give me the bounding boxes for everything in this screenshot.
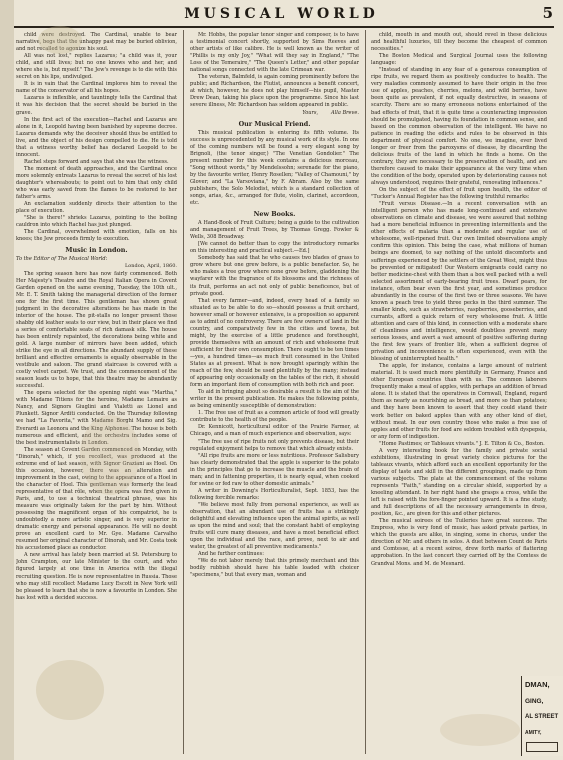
paragraph: 1. The free use of fruit as a common article of food will greatly contribute to the health of the people. <box>190 410 359 424</box>
paragraph: A Hand-Book of Fruit Culture; being a guide to the cultivation and management of Fruit Trees, by Thomas Gregg. Fowler & Wells, 308 Broadway. <box>190 220 359 241</box>
paragraph: All was not lost," replies Lazarus; "a child was it, your child, and still lives; but no one knows who and her, and where she is, but myself." The Jew's revenge is to die with this secret on his lips, undivulged. <box>16 53 177 81</box>
paragraph: The apple, for instance, contains a large amount of nutrient material. It is used much more plentifully in Germany, France and other European countries than with us. The common laborers frequently make a meal of apples, with perhaps an addition of bread alone. It is stated that the operatives in Cornwall, England, regard them as nearly as nourishing as bread, and more so than potatoes; and they have been known to assert that they could stand their work better on baked apples than with any other kind of diet, without meat. In our own country those who make a free use of apples and other fruits for food are seldom troubled with dyspepsia, or any form of indigestion. <box>371 363 547 440</box>
advertisement-fragment <box>521 676 563 756</box>
paragraph: Somebody has said that he who causes two blades of grass to grow where but one grew before, is a public benefactor. So, he who makes a tree grow where none grew before, gladdening the wayfarer with the fragrance of its blossoms and the richness of its fruit, performs an act not only of public beneficence, but of private good. <box>190 255 359 297</box>
byline: To the Editor of The Musical World: <box>16 256 108 263</box>
paragraph: The season at Covent Garden commenced on Monday, with "Dinorah," which, if you recollect, was produced at the extreme end of last season, with Signor Graziani as Hoel. On this occasion, however, there was an alteration and improvement in the cast, owing to the appearance of a Hoel in the character of Hoel. This gentleman was formerly the lead representative of that rôle, when the opera was first given in Paris, and, to use a technical theatrical phrase, was his measure was originally taken for the part by him. Without possessing the magnificent organ of his compatriot, he is undoubtedly a more artistic singer, and is very superior in dramatic energy and personal appearance. He will no doubt prove an excellent card to Mr. Gye. Madame Carvalho resumed her original character of Dinorah, and Mr. Costa took his accustomed place as conductor. <box>16 446 177 552</box>
paragraph: The spring season here has now fairly commenced. Both Her Majesty's Theatre and the Royal Italian Opera in Covent Garden opened on the same evening, Tuesday, the 10th ult., Mr. E. T. Smith taking the managerial direction of the former one for the first time. This gentleman has shown great judgment in the decorative alterations he has made in the interior of the house. The pit-stalls no longer present those shabby old leather seats to our view, but in their place we find a series of comfortable seats of rich damask silk. The house has been entirely repainted, the decorations being white and gold. A large number of mirrors have been added, which strike the eye in all directions. The abundant supply of these brilliant and effective ornaments is equally observable in the vestibule and saloon. The grand staircase is covered with a costly velvet carpet. We trust, and the commencement of the season leads us to hope, that this theatre may be abundantly successful. <box>16 270 177 390</box>
ad-line: DMAN, <box>525 680 550 689</box>
signature <box>190 110 359 117</box>
paragraph: Dr. Kennicott, horticultural editor of the Prairie Farmer, at Chicago, and a man of much experience and observation, says: <box>190 424 359 438</box>
left-edge-shadow <box>0 0 14 760</box>
ad-line: AMITY, <box>525 730 542 736</box>
paragraph: The Boston Medical and Surgical Journal uses the following language: <box>371 53 547 67</box>
paragraph: "She is there!" shrieks Lazarus, pointing to the boiling cauldron into which Rachel has just plunged. <box>16 215 177 229</box>
paragraph: child, mouth in and mouth out, should revel in these delicious and healthful luxuries, till they become the cheapest of common necessities." <box>371 32 547 53</box>
paragraph: Mr. Hobbs, the popular tenor singer and composer, is to have a testimonial concert shortly, supported by Sims Reeves and other artists of like calibre. He is well known as the writer of "Phillis is my only Joy," "What will they say in England," "The Loss of the Temeraire," "The Queen's Letter," and other popular national songs connected with the late Crimean war. <box>190 32 359 74</box>
paragraph: To aid in bringing about so desirable a result is the aim of the writer in the present publication. He makes the following points, as being eminently susceptible of demonstration: <box>190 389 359 410</box>
page-number: 5 <box>542 4 553 22</box>
paragraph: An exclamation suddenly directs their attention to the place of execution. <box>16 201 177 215</box>
paragraph: A writer in Downing's Horticulturalist, Sept. 1853, has the following forcible remarks: <box>190 487 359 501</box>
paragraph: The moment of death approaches, and the Cardinal once more solemnly entreats Lazarus to reveal the secret of his lost daughter's whereabouts; to point out to him that only child who was early saved from the flames to be restored to her father's arms. <box>16 165 177 201</box>
ad-line: AL STREET <box>525 714 559 720</box>
signature-salutation: Yours, <box>302 109 319 116</box>
paragraph: It is in vain that the Cardinal implores him to reveal the name of the conservator of all his hopes. <box>16 81 177 95</box>
column-divider-right <box>365 30 366 754</box>
dateline: London, April, 1860. <box>124 263 177 270</box>
paragraph: A new arrival has lately been married at St. Petersburg to John Crampton, our late Minister to the court, and who figured largely at one time in America with the illegal recruiting question. He is now representative in Russia. Those who may still recollect Madame Lucy Escott in New York will be pleased to learn that she is now a favourite in London. She has lost with a decided success. <box>16 552 177 601</box>
paragraph: That every farmer—and, indeed, every head of a family so situated as to be able to do so—should possess a fruit orchard, however small or however extensive, is a proposition so apparent as to admit of no controversy. There are few owners of land in the country, and comparatively few in the cities and towns, but might, by the exercise of a little prudence and forethought, provide themselves with an amount of rich and wholesome fruit sufficient for their own consumption. There ought to be ten times—yes, a hundred times—as much fruit consumed in the United States as at present. What is now brought sparingly within the reach of the few, should be used plentifully by the many; instead of appearing only occasionally on the tables of the rich, it should form an important item of consumption with both rich and poor. <box>190 297 359 389</box>
publication-title: MUSICAL WORLD <box>184 6 379 22</box>
column-1 <box>16 32 177 754</box>
paragraph: "Instead of standing in any fear of a generous consumption of ripe fruits, we regard them as positively conducive to health. The very maladies commonly assumed to have their origin in the free use of apples, peaches, cherries, melons, and wild berries, have been quite as prevalent, if not equally destructive, in seasons of scarcity. There are so many erroneous notions entertained of the bad effects of fruit, that it is quite time a counteracting impression should be promulgated, having its foundation in common sense, and based on the common observation of the intelligent. We have no patience in reading the edicts and rules to be observed in this department of physical comfort. No one, we imagine, ever lived longer or freer from the paroxysms of disease, by discarding the delicious fruits of the land in which he finds a home. On the contrary, they are necessary to the preservation of health, and are therefore caused to make their appearance at the very time when the condition of the body, operated upon by deteriorating causes not always understood, requires their grateful, renovating influences." <box>371 67 547 186</box>
paragraph: [We cannot do better than to copy the introductory remarks on this interesting and practical subject.—Ed.] <box>190 241 359 255</box>
column-2 <box>190 32 359 754</box>
paragraph: On the subject of the effect of fruit upon health, the editor of "Tucker's Annual Register has the following truthful remarks: <box>371 187 547 201</box>
paragraph: child were destroyed. The Cardinal, unable to bear narrative, begs that the unhappy past may be buried oblivion, and not recalled to agonize his soul. <box>16 32 177 53</box>
paragraph: Lazarus is inflexible, and tauntingly tells the Cardinal that it was his decision that the secret should be buried in the grave. <box>16 95 177 116</box>
paragraph: The Cardinal, overwhelmed with emotion, falls on his knees; the Jew proceeds firmly to execution. <box>16 229 177 243</box>
paragraph: "We believe most fully from personal experience, as well as observation, that an abundant use of fruits has a strikingly delightful and elevating influence upon the animal spirits, as well as upon the mind and soul; that the constant habit of employing fruits will cure many diseases, and have a most beneficial effect upon the individual and the race, and prove, next to air and water, the greatest of all preventive medicaments." <box>190 501 359 551</box>
paragraph: The veteran, Balmfeld, is again coming prominently before the public; and Richardson, the Flutist, announces a benefit concert, at which, however, he does not play himself—his pupil, Master Drew Dean, taking his place upon the programme. Since his last severe illness, Mr. Richardson has seldom appeared in public. <box>190 74 359 109</box>
masthead <box>0 4 563 26</box>
ad-frame <box>526 742 558 752</box>
column-divider-left <box>183 30 184 754</box>
article-heading-music-in-london: Music in London. <box>65 246 128 255</box>
paragraph: Rachel steps forward and says that she was the witness. <box>24 158 169 165</box>
column-3 <box>371 32 547 754</box>
paragraph: And he further continues: <box>198 551 264 558</box>
paragraph: "Fruit versus Disease.—In a recent conversation with an intelligent person who has made long-continued and extensive observations on climate and disease, we were assured that nothing had a more beneficial influence in preventing intermittents and the other effects of malaria than a moderate and regular use of wholesome, well-ripened fruit. Our own limited observations amply confirm this opinion. This being the case, what millions of human beings are doomed, to say nothing of the untold discomforts and sufferings experienced by the settlers of the Great West, might thus be prevented or mitigated! Our Western emigrants could carry no better medicine-chest with them than a box well packed with a well selected assortment of early-bearing fruit trees. Dwarf pears, for instance, often bear even the first year, and sometimes produce abundantly in the course of the first two or three seasons. We have known a peach tree to yield three pecks in the third summer. The smaller kinds, such as strawberries, raspberries, gooseberries, and currants, afford a quick return of very wholesome fruit. A little attention and care of this kind, in connection with a moderate share of cleanliness and intelligence, would doubtless prevent many serious losses, and avert a vast amount of positive suffering during the first few years of frontier life, when a sufficient degree of privation and inconvenience is often experienced, even with the blessing of uninterrupted health." <box>371 201 547 363</box>
article-heading-our-musical-friend: Our Musical Friend. <box>238 119 311 128</box>
paragraph: "We do not labor merely that this primely merchant and this bodily rubbish should have his table loaded with choicer "specimens," but that every man, woman and <box>190 558 359 579</box>
paragraph: A very interesting book for the family and private social exhibitions, illustrating in great variety choice pictures for the tableaux vivants, which afford such an excellent opportunity for the display of taste and skill in the different groupings, made up from various subjects. The plate at the commencement of the volume represents "Faith," standing on a circular shield, supported by a kneeling attendant. In her right hand she grasps a cross, while the left is raised with the fore-finger pointed upward. It is a fine study, and full descriptions of all the necessary arrangements in dress, position, &c., are given for this and other pictures. <box>371 447 547 518</box>
signature-name: Alla Breve. <box>330 109 359 116</box>
paragraph: The musical soirees of the Tuileries have great success. The Empress, who is very fond of music, has asked private parties, in which the guests are alike, in singing, some in chorus, under the direction of Mr. and others in solos. A duet between Count de Paris and Comtesse, at a recent soiree, drew forth marks of flattering approbation. In the last concert they carried off by the Comtess de Grandval Mons. and M. de Mesnard. <box>371 518 547 567</box>
ad-line: GING, <box>525 698 544 705</box>
paragraph: "Home Pastimes; or Tableaux vivants." J. E. Tilton & Co., Boston. <box>379 440 545 447</box>
paragraph: "The free use of ripe fruits not only prevents disease, but their regulated enjoyment helps to remove that which already exists. <box>190 438 359 452</box>
paragraph: This musical publication is entering its fifth volume. Its success is unprecedented by any musical work of its style. In one of the coming numbers will be found a very elegant song by Brignoli, (the tenor singer,) "The Venetian Gondolier." The present number for this week contains a delicious morceau, "Song without words," by Mendelssohn; serenade for the piano, by the favourite writer, Henry Rosellen; "Valley of Chamouni," by Glover; and "La Varsoviana," by F. Abram. Also by the same publishers, the Solo Melodist, which is a standard collection of songs, arias, &c., arranged for flute, violin, clarinet, accordeon, etc. <box>190 129 359 207</box>
paragraph: "All ripe fruits are more or less nutritious. Professor Salisbury has clearly demonstrated that the apple is superior to the potato in the principles that go to increase the muscle and the brain of man; and in fattening properties, it is nearly equal, when cooked for swine or fed raw to other domestic animals." <box>190 452 359 487</box>
paragraph: The opera selected for the opening night was "Martha," with Madame Titiens for the heroine, Madame Lemaire as Nancy, and Signors Giuglini and Vialetti as Lionel and Plunkett. Signor Arditi conducted. On the Thursday following we had "La Favorita," with Madame Borghi Mamo and Sig. Everardi as Leonora and the King Alphonse. The house is both numerous and efficient, and the orchestra includes some of the best instrumentalists in London. <box>16 390 177 446</box>
masthead-rule <box>14 26 554 28</box>
article-heading-new-books: New Books. <box>253 210 296 219</box>
paragraph: In the first act of the execution—Rachel and Lazarus are alone in it, Leopold having been banished by supreme decree. Lazarus demands why the deceiver should thus be entitled to live, and the object of his design compelled to die. He is told that a witness worthy belief has declared Leopold to be innocent. <box>16 116 177 158</box>
